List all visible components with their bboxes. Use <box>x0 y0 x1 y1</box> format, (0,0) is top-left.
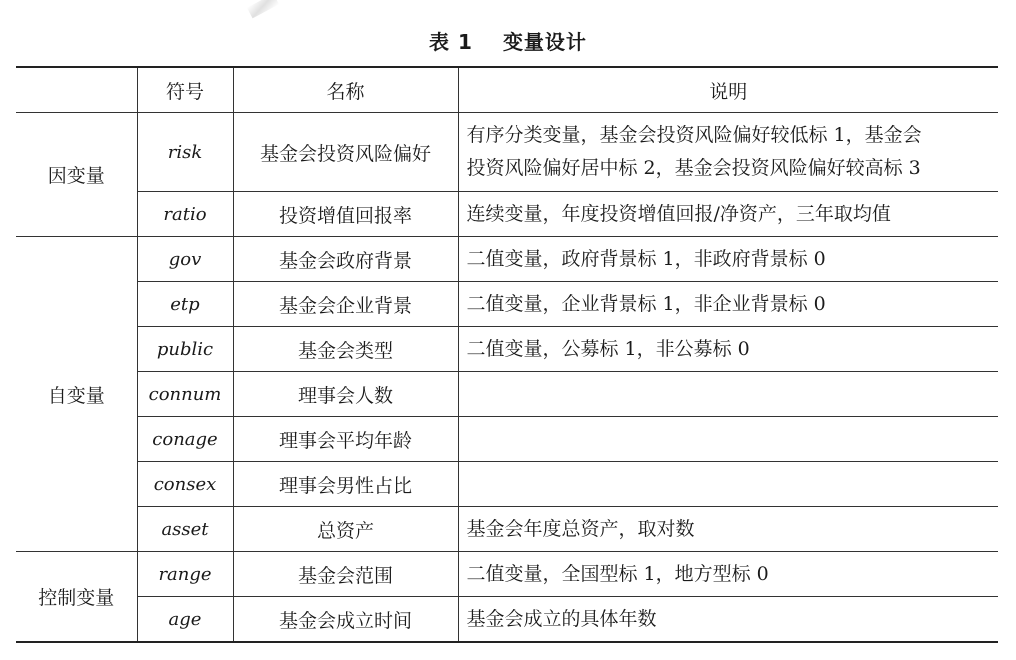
name-cell: 基金会类型 <box>233 327 458 372</box>
name-cell: 理事会平均年龄 <box>233 417 458 462</box>
table-row <box>16 372 998 417</box>
description-cell: 二值变量，政府背景标 1，非政府背景标 0 <box>458 237 998 282</box>
name-cell: 理事会男性占比 <box>233 462 458 507</box>
group-independent: 自变量 <box>16 237 137 552</box>
symbol-cell: ratio <box>137 192 233 237</box>
description-cell: 连续变量，年度投资增值回报/净资产，三年取均值 <box>458 192 998 237</box>
table-row <box>16 237 998 282</box>
name-cell: 基金会政府背景 <box>233 237 458 282</box>
description-cell: 基金会成立的具体年数 <box>458 597 998 643</box>
header-name: 名称 <box>233 67 458 113</box>
page-smudge <box>247 0 279 18</box>
description-line: 投资风险偏好居中标 2，基金会投资风险偏好较高标 3 <box>466 157 921 179</box>
header-row <box>16 67 998 113</box>
table-row <box>16 597 998 643</box>
symbol-cell: consex <box>137 462 233 507</box>
description-cell: 二值变量，企业背景标 1，非企业背景标 0 <box>458 282 998 327</box>
name-cell: 总资产 <box>233 507 458 552</box>
name-cell: 基金会投资风险偏好 <box>233 113 458 192</box>
description-cell <box>458 372 998 417</box>
table-row <box>16 552 998 597</box>
group-control: 控制变量 <box>16 552 137 643</box>
header-description: 说明 <box>458 67 998 113</box>
table-row <box>16 192 998 237</box>
table-caption <box>0 26 1016 55</box>
symbol-cell: risk <box>137 113 233 192</box>
symbol-cell: age <box>137 597 233 643</box>
description-cell: 二值变量，全国型标 1，地方型标 0 <box>458 552 998 597</box>
table-row <box>16 417 998 462</box>
symbol-cell: conage <box>137 417 233 462</box>
name-cell: 理事会人数 <box>233 372 458 417</box>
header-symbol: 符号 <box>137 67 233 113</box>
table-row <box>16 327 998 372</box>
description-cell: 二值变量，公募标 1，非公募标 0 <box>458 327 998 372</box>
symbol-cell: gov <box>137 237 233 282</box>
header-group <box>16 67 137 113</box>
table-row <box>16 507 998 552</box>
description-cell <box>458 113 998 192</box>
description-cell: 基金会年度总资产，取对数 <box>458 507 998 552</box>
variable-design-table <box>16 66 998 643</box>
table-row <box>16 282 998 327</box>
table-row <box>16 113 998 192</box>
name-cell: 基金会企业背景 <box>233 282 458 327</box>
symbol-cell: range <box>137 552 233 597</box>
name-cell: 基金会范围 <box>233 552 458 597</box>
caption-title: 变量设计 <box>502 30 587 54</box>
symbol-cell: asset <box>137 507 233 552</box>
description-cell <box>458 462 998 507</box>
description-cell <box>458 417 998 462</box>
caption-number: 表 1 <box>429 30 473 54</box>
description-line: 有序分类变量，基金会投资风险偏好较低标 1，基金会 <box>466 124 922 146</box>
symbol-cell: connum <box>137 372 233 417</box>
group-dependent: 因变量 <box>16 113 137 237</box>
name-cell: 基金会成立时间 <box>233 597 458 643</box>
symbol-cell: public <box>137 327 233 372</box>
table-row <box>16 462 998 507</box>
name-cell: 投资增值回报率 <box>233 192 458 237</box>
symbol-cell: etp <box>137 282 233 327</box>
